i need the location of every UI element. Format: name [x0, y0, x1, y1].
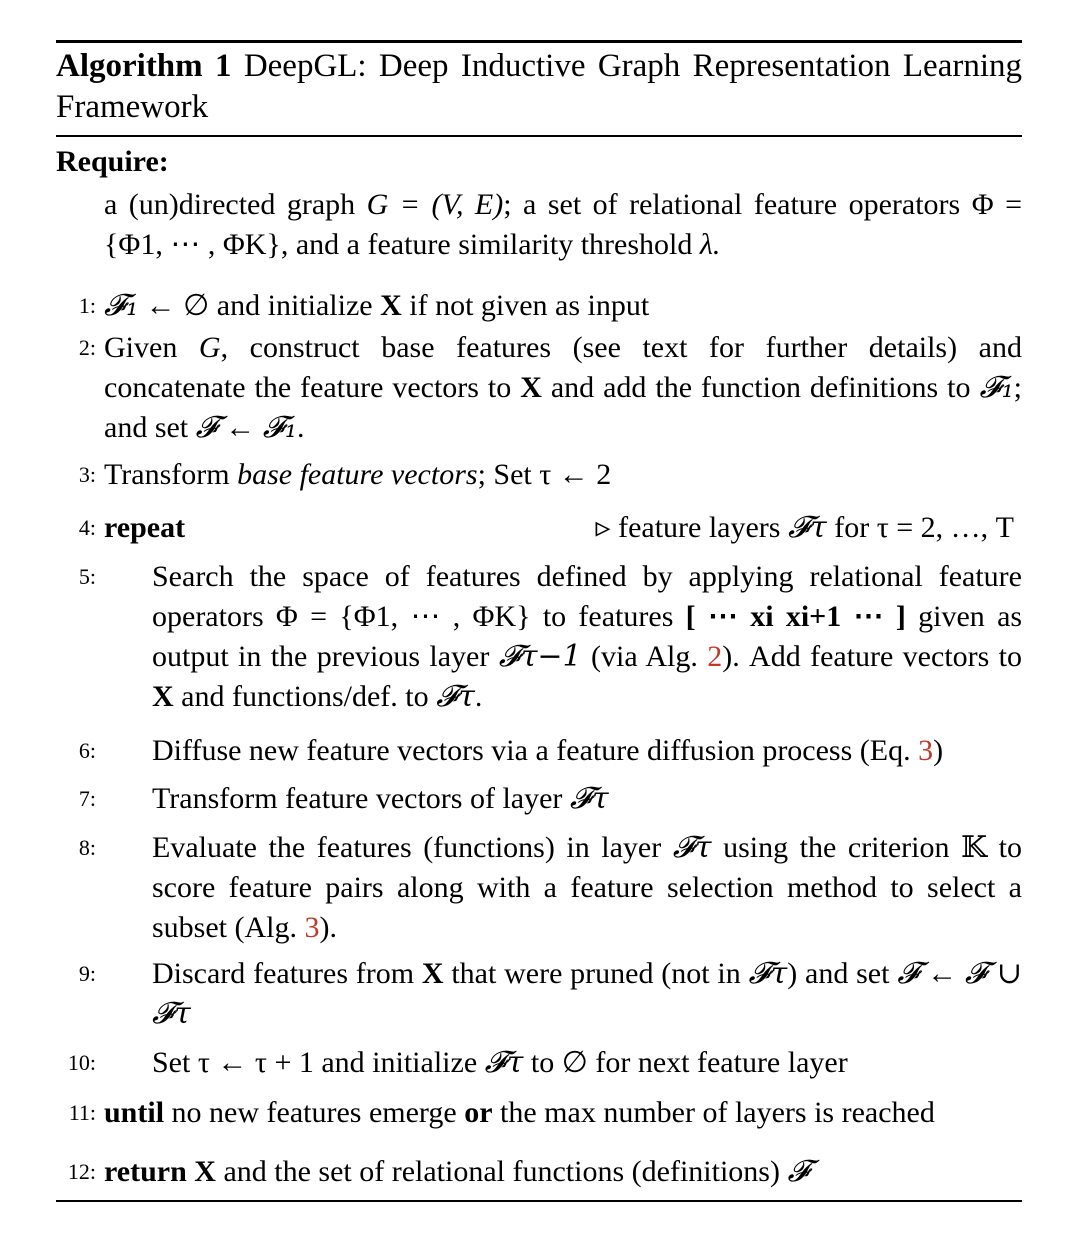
step-number: 10:	[67, 1050, 96, 1075]
step-number: 6:	[78, 738, 96, 763]
keyword-until: until	[104, 1096, 165, 1129]
step-number: 7:	[78, 786, 96, 811]
title-rule	[56, 135, 1022, 137]
graph-expression: G = (V, E)	[366, 188, 504, 221]
step-number: 11:	[68, 1100, 96, 1125]
step-number: 12:	[67, 1159, 96, 1184]
keyword-return: return	[104, 1155, 187, 1188]
algorithm-title	[56, 46, 1022, 128]
step-number: 4:	[78, 515, 96, 540]
operator-set: Φ = {Φ1, ⋯ , ΦK}	[104, 188, 1023, 261]
require-text: a (un)directed graph G = (V, E); a set of relational feature operators Φ = {Φ1, ⋯ , ΦK}, and a feature similarity threshold λ.	[104, 188, 1023, 261]
step-number: 2:	[78, 335, 96, 360]
top-rule	[56, 40, 1022, 43]
equation-ref-link[interactable]: 3	[918, 734, 934, 767]
step-number: 3:	[78, 462, 96, 487]
keyword-repeat: repeat	[104, 511, 186, 544]
bottom-rule	[56, 1200, 1022, 1202]
step-number: 1:	[78, 293, 96, 318]
step-number: 9:	[78, 961, 96, 986]
algorithm-ref-link[interactable]: 3	[304, 911, 320, 944]
lambda-symbol: λ.	[699, 228, 721, 261]
step-number: 8:	[78, 835, 96, 860]
require-heading: Require:	[56, 145, 169, 178]
loop-comment: ▹ feature layers 𝓕τ for τ = 2, …, T	[595, 510, 1014, 545]
algorithm-label: Algorithm 1	[56, 48, 232, 84]
algorithm-ref-link[interactable]: 2	[707, 640, 723, 673]
step-number: 5:	[78, 564, 96, 589]
keyword-or: or	[464, 1096, 493, 1129]
feature-vector-list: [ ⋯ xi xi+1 ⋯ ]	[685, 600, 906, 633]
algorithm-name: DeepGL: Deep Inductive Graph Representation Learning Framework	[56, 48, 1022, 125]
